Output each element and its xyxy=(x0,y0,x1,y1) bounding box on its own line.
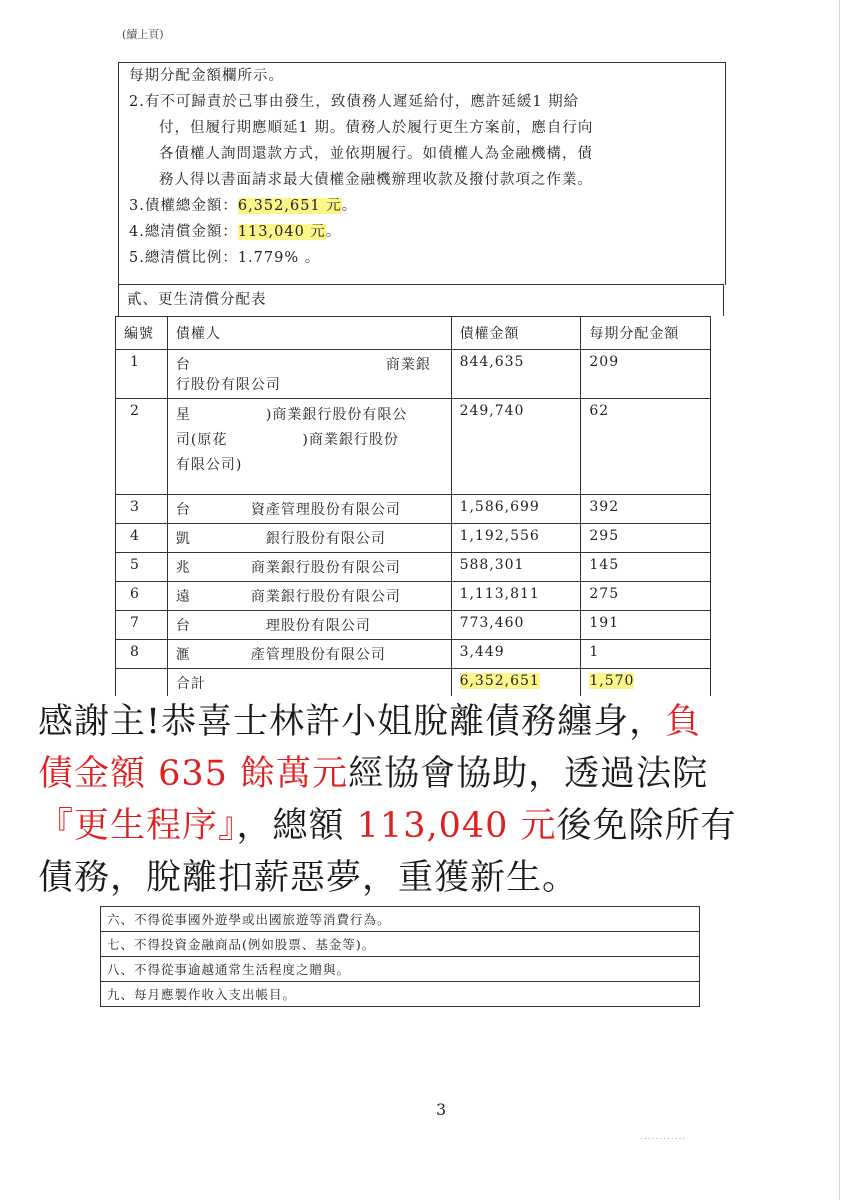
table-total-row xyxy=(116,669,711,700)
terms-line: 各債權人詢問還款方式，並依期履行。如債權人為金融機構，債 xyxy=(159,146,593,162)
table-row xyxy=(116,640,711,669)
testimonial-overlay xyxy=(38,696,798,904)
total-repay-line xyxy=(119,219,725,245)
rule-row xyxy=(101,932,700,957)
row-creditor xyxy=(167,399,451,495)
table-row xyxy=(116,350,711,399)
row-per-period: 275 xyxy=(581,582,711,611)
row-amount: 588,301 xyxy=(451,553,581,582)
rule-text: 六、不得從事國外遊學或出國旅遊等消費行為。 xyxy=(101,907,700,932)
row-per-period: 145 xyxy=(581,553,711,582)
header-no: 編號 xyxy=(116,317,168,350)
row-no: 6 xyxy=(116,582,168,611)
row-creditor: 兆 商業銀行股份有限公司 xyxy=(167,553,451,582)
creditor-line: 有限公司) xyxy=(175,457,243,473)
page-edge xyxy=(839,0,840,1200)
testimonial-text: 經協會協助，透過法院 xyxy=(348,754,709,794)
total-repay-prefix: 4.總清償金額： xyxy=(129,224,238,240)
rules-table xyxy=(100,906,700,1007)
page-number: 3 xyxy=(436,1100,447,1119)
plan-terms-box xyxy=(118,62,726,285)
row-per-period: 295 xyxy=(581,524,711,553)
total-amount xyxy=(451,669,581,700)
table-row xyxy=(116,553,711,582)
testimonial-line-4: 債務，脫離扣薪惡夢，重獲新生。 xyxy=(38,858,579,898)
row-no: 7 xyxy=(116,611,168,640)
testimonial-highlight: 負 xyxy=(665,702,702,742)
section-title: 貳、更生清償分配表 xyxy=(118,284,724,316)
total-per-period xyxy=(581,669,711,700)
total-claim-suffix: 。 xyxy=(341,198,358,214)
distribution-table xyxy=(115,316,711,700)
row-creditor: 滙 產管理股份有限公司 xyxy=(167,640,451,669)
total-empty-cell xyxy=(116,669,168,700)
total-claim-line xyxy=(119,193,725,219)
rule-text: 九、每月應製作收入支出帳目。 xyxy=(101,982,700,1007)
testimonial-highlight: 『更生程序』 xyxy=(38,806,237,846)
testimonial-line-3 xyxy=(38,800,798,852)
table-header-row xyxy=(116,317,711,350)
row-per-period: 1 xyxy=(581,640,711,669)
row-creditor: 台 資產管理股份有限公司 xyxy=(167,495,451,524)
total-label: 合計 xyxy=(167,669,451,700)
rule-row xyxy=(101,982,700,1007)
total-repay-value: 113,040 元 xyxy=(237,224,326,240)
row-amount: 844,635 xyxy=(451,350,581,399)
row-per-period: 209 xyxy=(581,350,711,399)
rule-text: 七、不得投資金融商品(例如股票、基金等)。 xyxy=(101,932,700,957)
table-row xyxy=(116,524,711,553)
header-amount: 債權金額 xyxy=(451,317,581,350)
testimonial-line-1 xyxy=(38,696,798,748)
table-row xyxy=(116,399,711,495)
testimonial-text: ，總額 xyxy=(236,806,357,846)
terms-line: 每期分配金額欄所示。 xyxy=(129,68,284,84)
row-amount: 249,740 xyxy=(451,399,581,495)
header-per-period: 每期分配金額 xyxy=(581,317,711,350)
row-per-period: 392 xyxy=(581,495,711,524)
row-amount: 1,586,699 xyxy=(451,495,581,524)
header-creditor: 債權人 xyxy=(167,317,451,350)
row-creditor: 台 商業銀行股份有限公司 xyxy=(167,350,451,399)
row-creditor: 凱 銀行股份有限公司 xyxy=(167,524,451,553)
total-claim-prefix: 3.債權總金額： xyxy=(129,198,238,214)
row-no: 1 xyxy=(116,350,168,399)
rule-row xyxy=(101,907,700,932)
testimonial-line-2 xyxy=(38,748,798,800)
row-amount: 1,113,811 xyxy=(451,582,581,611)
rule-row xyxy=(101,957,700,982)
terms-line: 付，但履行期應順延1 期。債務人於履行更生方案前，應自行向 xyxy=(159,120,594,136)
testimonial-text: 感謝主!恭喜士林許小姐脫離債務纏身， xyxy=(38,702,666,742)
row-no: 2 xyxy=(116,399,168,495)
row-creditor: 台 理股份有限公司 xyxy=(167,611,451,640)
row-no: 8 xyxy=(116,640,168,669)
creditor-line: 司(原花 )商業銀行股份 xyxy=(175,432,399,448)
row-no: 4 xyxy=(116,524,168,553)
row-per-period: 62 xyxy=(581,399,711,495)
total-amount-value: 6,352,651 xyxy=(459,673,540,689)
table-row xyxy=(116,495,711,524)
testimonial-highlight: 113,040 元 xyxy=(356,806,557,846)
total-claim-value: 6,352,651 元 xyxy=(237,198,342,214)
creditor-line: 星 )商業銀行股份有限公 xyxy=(175,407,408,423)
scan-stamp: ............ xyxy=(640,1132,687,1142)
terms-line: 務人得以書面請求最大債權金融機辦理收款及撥付款項之作業。 xyxy=(159,172,593,188)
continued-label: (續上頁) xyxy=(122,28,164,41)
terms-line: 2.有不可歸責於己事由發生，致債務人遲延給付，應許延緩1 期給 xyxy=(129,94,580,110)
testimonial-highlight: 債金額 635 餘萬元 xyxy=(38,754,349,794)
repay-ratio-line: 5.總清償比例：1.779% 。 xyxy=(129,250,321,266)
table-row xyxy=(116,611,711,640)
row-amount: 3,449 xyxy=(451,640,581,669)
total-per-period-value: 1,570 xyxy=(589,673,635,689)
row-creditor: 遠 商業銀行股份有限公司 xyxy=(167,582,451,611)
rule-text: 八、不得從事逾越通常生活程度之贈與。 xyxy=(101,957,700,982)
row-amount: 1,192,556 xyxy=(451,524,581,553)
row-per-period: 191 xyxy=(581,611,711,640)
total-repay-suffix: 。 xyxy=(325,224,342,240)
row-no: 3 xyxy=(116,495,168,524)
row-amount: 773,460 xyxy=(451,611,581,640)
table-row xyxy=(116,582,711,611)
testimonial-text: 後免除所有 xyxy=(556,806,737,846)
row-no: 5 xyxy=(116,553,168,582)
